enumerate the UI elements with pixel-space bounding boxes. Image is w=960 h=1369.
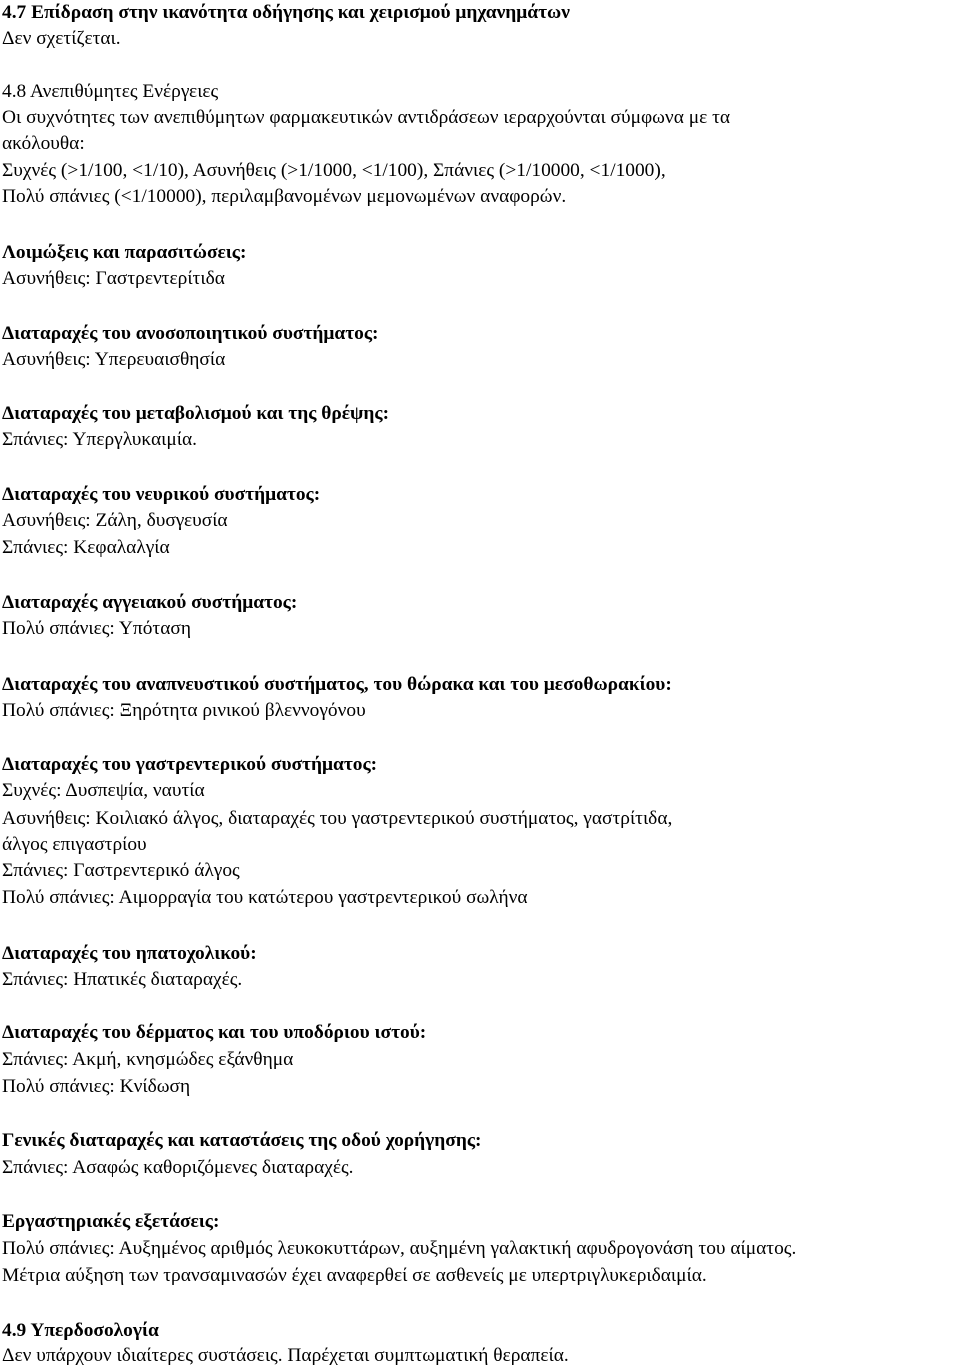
gastrointestinal-line: Πολύ σπάνιες: Αιμορραγία του κατώτερου γαστρεντερικού σωλήνα xyxy=(2,887,528,908)
infections-heading: Λοιμώξεις και παρασιτώσεις: xyxy=(2,242,247,263)
intro-line: Συχνές (>1/100, <1/10), Ασυνήθεις (>1/1000, <1/100), Σπάνιες (>1/10000, <1/1000), xyxy=(2,160,666,181)
immune-heading: Διαταραχές του ανοσοποιητικού συστήματος: xyxy=(2,323,379,344)
section-4-7-heading: 4.7 Επίδραση στην ικανότητα οδήγησης και χειρισμού μηχανημάτων xyxy=(2,2,570,23)
immune-line: Ασυνήθεις: Υπερευαισθησία xyxy=(2,349,226,370)
gastrointestinal-line: άλγος επιγαστρίου xyxy=(2,834,147,855)
gastrointestinal-line: Σπάνιες: Γαστρεντερικό άλγος xyxy=(2,860,240,881)
section-4-8-heading: 4.8 Ανεπιθύμητες Ενέργειες xyxy=(2,81,219,102)
section-4-9-heading: 4.9 Υπερδοσολογία xyxy=(2,1320,159,1341)
hepatobiliary-heading: Διαταραχές του ηπατοχολικού: xyxy=(2,943,257,964)
hepatobiliary-line: Σπάνιες: Ηπατικές διαταραχές. xyxy=(2,969,243,990)
section-4-9-text: Δεν υπάρχουν ιδιαίτερες συστάσεις. Παρέχεται συμπτωματική θεραπεία. xyxy=(2,1345,569,1366)
vascular-heading: Διαταραχές αγγειακού συστήματος: xyxy=(2,592,298,613)
metabolism-line: Σπάνιες: Υπεργλυκαιμία. xyxy=(2,429,197,450)
nervous-line: Ασυνήθεις: Ζάλη, δυσγευσία xyxy=(2,510,228,531)
laboratory-heading: Εργαστηριακές εξετάσεις: xyxy=(2,1211,220,1232)
skin-line: Σπάνιες: Ακμή, κνησμώδες εξάνθημα xyxy=(2,1049,294,1070)
general-line: Σπάνιες: Ασαφώς καθοριζόμενες διαταραχές. xyxy=(2,1157,354,1178)
nervous-line: Σπάνιες: Κεφαλαλγία xyxy=(2,537,170,558)
vascular-line: Πολύ σπάνιες: Υπόταση xyxy=(2,618,191,639)
intro-line: Πολύ σπάνιες (<1/10000), περιλαμβανομένων μεμονωμένων αναφορών. xyxy=(2,186,567,207)
intro-line: ακόλουθα: xyxy=(2,133,85,154)
intro-line: Οι συχνότητες των ανεπιθύμητων φαρμακευτικών αντιδράσεων ιεραρχούνται σύμφωνα με τα xyxy=(2,107,731,128)
skin-line: Πολύ σπάνιες: Κνίδωση xyxy=(2,1076,191,1097)
respiratory-heading: Διαταραχές του αναπνευστικού συστήματος, του θώρακα και του μεσοθωρακίου: xyxy=(2,674,672,695)
gastrointestinal-line: Συχνές: Δυσπεψία, ναυτία xyxy=(2,780,205,801)
metabolism-heading: Διαταραχές του μεταβολισμού και της θρέψης: xyxy=(2,403,390,424)
nervous-heading: Διαταραχές του νευρικού συστήματος: xyxy=(2,484,321,505)
laboratory-line: Πολύ σπάνιες: Αυξημένος αριθμός λευκοκυττάρων, αυξημένη γαλακτική αφυδρογονάση του αίματος. xyxy=(2,1238,797,1259)
section-4-7-text: Δεν σχετίζεται. xyxy=(2,28,121,49)
gastrointestinal-heading: Διαταραχές του γαστρεντερικού συστήματος: xyxy=(2,754,378,775)
gastrointestinal-line: Ασυνήθεις: Κοιλιακό άλγος, διαταραχές του γαστρεντερικού συστήματος, γαστρίτιδα, xyxy=(2,808,673,829)
laboratory-line: Μέτρια αύξηση των τρανσαμινασών έχει αναφερθεί σε ασθενείς με υπερτριγλυκεριδαιμία. xyxy=(2,1265,707,1286)
infections-line: Ασυνήθεις: Γαστρεντερίτιδα xyxy=(2,268,225,289)
skin-heading: Διαταραχές του δέρματος και του υποδόριου ιστού: xyxy=(2,1022,427,1043)
general-heading: Γενικές διαταραχές και καταστάσεις της οδού χορήγησης: xyxy=(2,1130,482,1151)
respiratory-line: Πολύ σπάνιες: Ξηρότητα ρινικού βλεννογόνου xyxy=(2,700,366,721)
